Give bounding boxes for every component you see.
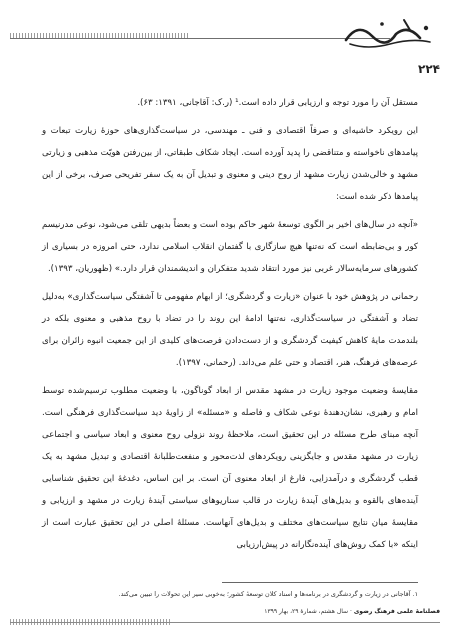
journal-logo (338, 14, 438, 54)
separator: · (348, 608, 352, 615)
paragraph-4: رحمانی در پژوهش خود با عنوان «زیارت و گردشگری؛ از ابهام مفهومی تا آشفتگی سیاست‌گذاری» به‌دلیل تضاد و آشفتگی در سیاست‌گذاری، نه‌تنها ادامهٔ این روند را در تضاد با روح مذهبی و معنوی بلکه در بلندمدت مایهٔ کاهش کیفیت گردشگری و از دست‌دادن فرصت‌های کلیدی از این جمعیت انبوه زائران برای عرصه‌های فرهنگ، هنر، اقتصاد و حتی علم می‌داند. (رحمانی، ۱۳۹۷). (42, 292, 418, 368)
article-body (42, 92, 418, 562)
paragraph-5: مقایسهٔ وضعیت موجود زیارت در مشهد مقدس از ابعاد گوناگون، با وضعیت مطلوب ترسیم‌شده توسط امام و رهبری، نشان‌دهندهٔ نوعی شکاف و فاصله و «مسئله» از زاویهٔ دید سیاست‌گذاری فرهنگی است. آنچه مبنای طرح مسئله در این تحقیق است، ملاحظهٔ روند نزولی روح معنوی و ابعاد سیاسی و اجتماعی زیارت در مشهد مقدس و جایگزینی رویکردهای لذت‌محور و منفعت‌طلبانهٔ اقتصادی و تبدیل مشهد به یک قطب گردشگری و درآمدزایی، فارغ از ابعاد معنوی آن است. بر این اساس، دغدغهٔ این تحقیق شناسایی آینده‌های بالقوه و بدیل‌های آیندهٔ زیارت در قالب سناریوهای سیاستی آیندهٔ زیارت در مشهد و ارزیابی و مقایسهٔ میان نتایج سیاست‌های مختلف و بدیل‌های آنهاست. مسئلهٔ اصلی در این تحقیق عبارت است از اینکه «با کمک روش‌های آینده‌نگارانه در پیش‌ارزیابی (42, 386, 418, 550)
footer-journal-info (200, 608, 440, 615)
header-rule (10, 38, 390, 39)
footer-rule (10, 622, 440, 623)
paragraph-2: این رویکرد حاشیه‌ای و صرفاً اقتصادی و فنی ـ مهندسی، در سیاست‌گذاری‌های حوزهٔ زیارت تبعات و پیامدهای ناخواسته و متناقضی را پدید آورده است. ایجاد شکاف طبقاتی، از بین‌رفتن هویّت مذهبی و زیارتی مشهد و خالی‌شدن زیارت مشهد از روح دینی و معنوی و تبدیل آن به یک سفر تفریحی صرف، برخی از این پیامدها ذکر شده است: (42, 126, 418, 202)
issue-info: سال هشتم، شمارهٔ ۲۹، بهار ۱۳۹۹ (264, 608, 349, 615)
page-number: ۲۲۴ (418, 62, 440, 76)
footnote-rule (222, 582, 418, 583)
journal-name: فصلنامهٔ علمی فرهنگ رضوی (353, 608, 440, 615)
paragraph-1: مستقل آن را مورد توجه و ارزیابی قرار داده است.¹ (ر.ک: آقاجانی، ۱۳۹۱: ۶۳). (137, 98, 418, 108)
quote-paragraph: «آنچه در سال‌های اخیر بر الگوی توسعهٔ شهر حاکم بوده است و بعضاً بدیهی تلقی می‌شود، نوعی مدرنیسم کور و بی‌ضابطه است که نه‌تنها هیچ سازگاری با گفتمان انقلاب اسلامی ندارد، حتی امروزه در بسیاری از کشورهای سرمایه‌سالار غربی نیز مورد انتقاد شدید متفکران و اندیشمندان قرار دارد.» (ظهوریان، ۱۳۹۳). (42, 220, 418, 274)
footnote: ۱. آقاجانی در زیارت و گردشگری در برنامه‌ها و اسناد کلان توسعهٔ کشور؛ به‌خوبی سیر این تحولات را تبیین می‌کند. (118, 590, 418, 598)
